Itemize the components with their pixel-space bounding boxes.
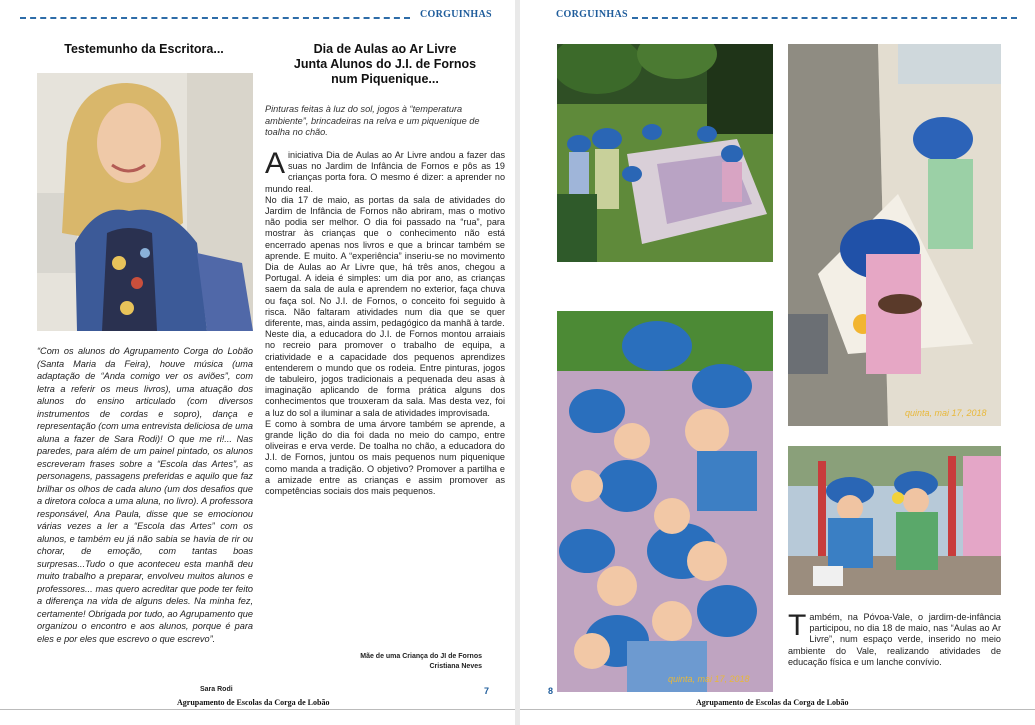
page-number-right: 8 — [548, 686, 554, 696]
article-paragraph-3: Neste dia, a educadora do J.I. de Fornos montou arraiais no recreio para promover o trabalho de equipa, a criatividade e a capacidade dos pequenos aprendizes entenderem o mundo que os rodeia. Entre pinturas, jogos de tabuleiro, jogos tradicionais a pequenada deu asas à imaginação aplicando de forma prática alguns dos conhecimentos que trouxeram da sala. Mas desta vez, foi a luz do sol a iluminar a sala de atividades improvisada. — [265, 329, 505, 418]
writer-illustration — [37, 73, 253, 331]
testimony-author: Sara Rodi — [200, 686, 233, 693]
photo-circle — [557, 311, 773, 692]
footer-rule-left — [0, 709, 515, 710]
article-title-line3: num Piquenique... — [331, 72, 439, 86]
article-paragraph-1: A iniciativa Dia de Aulas ao Ar Livre andou a fazer das suas no Jardim de Infância de Fornos e pôs as 19 crianças porta fora. O mesmo é dizer: a aprender no mundo real. — [265, 147, 505, 194]
article-paragraph-4: E como à sombra de uma árvore também se aprende, a grande lição do dia foi dada no meio do campo, entre oliveiras e erva verde. De toalha no chão, a educadora do J.I. de Fornos, juntou os mais pequenos num piquenique como manda a tradição. O objetivo? Promover a partilha e a amizade entre as crianças e assim promover as competências sociais dos mais pequenos. — [265, 418, 505, 497]
dropcap: A — [265, 147, 286, 180]
signature-line-2: Cristiana Neves — [429, 663, 482, 670]
caption-top: quinta, mai 17, 2018 — [905, 408, 987, 418]
povoa-vale-text: Também, na Póvoa-Vale, o jardim-de-infância participou, no dia 18 de maio, nas “Aulas ao Ar Livre”, num espaço verde, inserido no meio ambiente do Vale, realizando atividades de educação física e um lanche convívio. — [788, 609, 1001, 667]
footer-right: Agrupamento de Escolas da Corga de Lobão — [696, 698, 849, 707]
photo-picnic — [557, 44, 773, 262]
caption-bottom: quinta, mai 17, 2018 — [668, 674, 750, 684]
article-title — [265, 42, 505, 87]
circle-illustration — [557, 311, 773, 692]
article-lead: Pinturas feitas à luz do sol, jogos à “temperatura ambiente”, brincadeiras na relva e um piquenique de toalha no chão. — [265, 104, 480, 137]
painting-illustration — [788, 44, 1001, 426]
left-page — [0, 0, 515, 725]
photo-painting — [788, 44, 1001, 426]
signature-line-1: Mãe de uma Criança do JI de Fornos — [360, 653, 482, 660]
magazine-name-right: CORGUINHAS — [556, 9, 628, 20]
photo-playground — [788, 446, 1001, 595]
header-rule — [20, 17, 410, 19]
article-title-line1: Dia de Aulas ao Ar Livre — [313, 42, 457, 56]
writer-photo — [37, 73, 253, 331]
magazine-name: CORGUINHAS — [420, 9, 492, 20]
picnic-illustration — [557, 44, 773, 262]
footer-left: Agrupamento de Escolas da Corga de Lobão — [177, 698, 330, 707]
testimony-title: Testemunho da Escritora... — [64, 42, 224, 56]
article-signature — [300, 652, 482, 672]
page-number-left: 7 — [484, 686, 490, 696]
header-rule-right — [632, 17, 1017, 19]
article-body — [265, 147, 505, 497]
article-paragraph-2: No dia 17 de maio, as portas da sala de atividades do Jardim de Infância de Fornos não abriram, mas o motivo não podia ser melhor. O dia foi passado na “rua”, para mostrar às crianças que o conhecimento não está encerrado apenas nos livros e que a brincar também se aprende. E muito. A “experiência” inseriu-se no movimento Dia de Aulas ao Ar Livre que, há três anos, chegou a Portugal. A ideia é simples: um dia por ano, as crianças saem da sala de aula e aprendem no exterior, faça chuva ou faça sol. No J.I. de Fornos, o conceito foi seguido à risca. Não faltaram atividades num dia que se quer diferente, mas, ainda assim, pedagógico da manhã à tarde. — [265, 194, 505, 329]
article-title-line2: Junta Alunos do J.I. de Fornos — [293, 57, 477, 71]
testimony-quote: “Com os alunos do Agrupamento Corga do Lobão (Santa Maria da Feira), houve música (uma adaptação de “Anda comigo ver os aviões”, com letra a referir os meus livros), uma atuação dos alunos do ensino articulado (com diversos instrumentos de cordas e sopro), dança e representação (com uma entrevista deliciosa de uma aluna a fazer de Sara Rodi)! O que me ri!... Nas paredes, para além de um painel pintado, os alunos escreveram frases sobre a “Escola das Artes”, as personagens, passagens preferidas e aquilo que faz brilhar os olhos de cada aluno (um dos desafios que a diretora coloca a uma aluna, no livro). A professora responsável, Ana Paula, disse que se emocionou várias vezes a ler a “Escola das Artes” com os alunos, e também eu já não sabia se havia de rir ou chorar, de emoção, com tantas boas surpresas...Tudo o que aconteceu esta manhã deu muito trabalho a preparar, envolveu muitos alunos e professores... mas quero acreditar que pode ter feito a diferença na vida de alguns deles. Na minha fez, certamente! Obrigada por tudo, ao Agrupamento que organizou o encontro e aos alunos, porque é para eles e por eles que escrevo o que escrevo”. — [37, 346, 254, 644]
footer-rule-right — [520, 709, 1035, 710]
playground-illustration — [788, 446, 1001, 595]
dropcap-right: T — [788, 609, 807, 642]
